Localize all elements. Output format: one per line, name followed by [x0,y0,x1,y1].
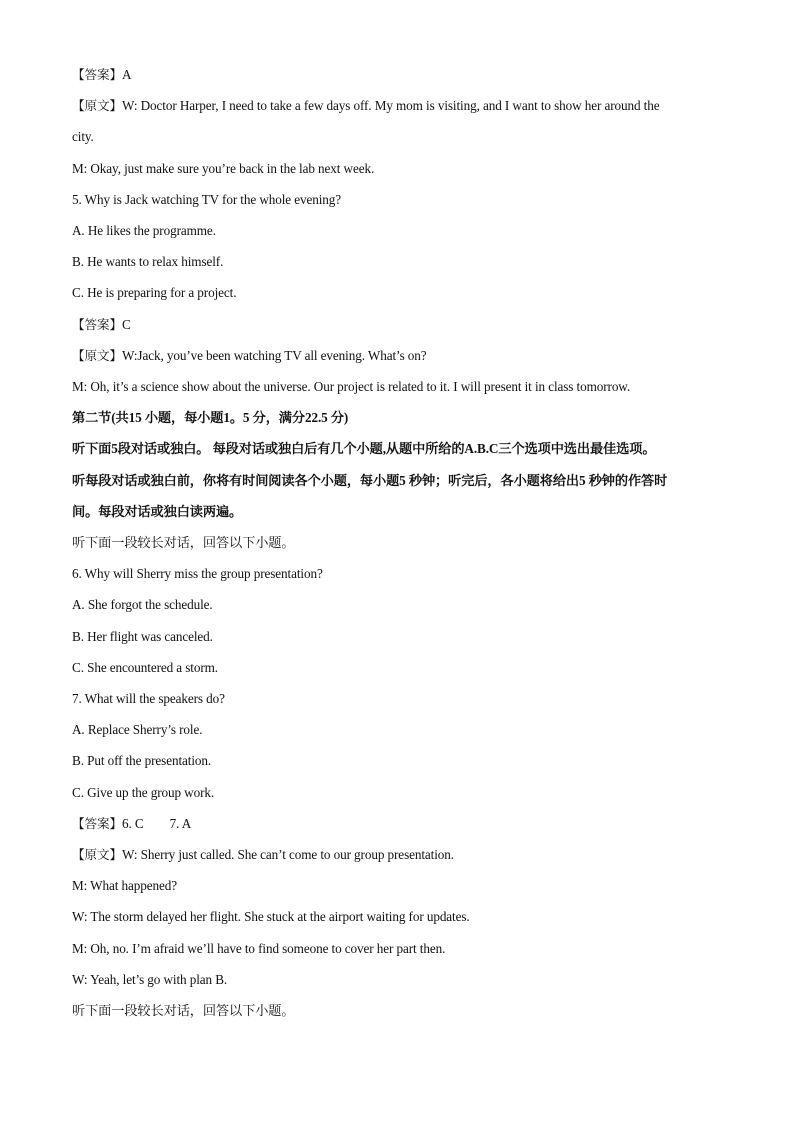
line-text: W: Sherry just called. She can’t come to our group presentation. [121,847,454,862]
text-line [72,473,732,489]
text-line [72,660,732,676]
line-text: M: Okay, just make sure you’re back in the lab next week. [72,161,375,176]
text-line [72,566,732,582]
line-text: M: Oh, it’s a science show about the universe. Our project is related to it. I will present it in class tomorrow. [72,379,631,394]
line-text: B. He wants to relax himself. [72,254,224,269]
text-line [72,161,732,177]
section-tag: 【原文】 [72,348,122,363]
line-text: 5. Why is Jack watching TV for the whole evening? [72,192,342,207]
text-line [72,785,732,801]
text-line [72,972,732,988]
line-text: A. She forgot the schedule. [72,597,213,612]
text-line [72,223,732,239]
text-line [72,379,732,395]
text-line [72,722,732,738]
section-tag: 【答案】 [72,317,122,332]
text-line [72,410,732,426]
line-text: A. Replace Sherry’s role. [72,722,203,737]
line-text: M: Oh, no. I’m afraid we’ll have to find someone to cover her part then. [72,941,446,956]
line-text: B. Her flight was canceled. [72,629,213,644]
line-text: 7. What will the speakers do? [72,691,225,706]
line-text: 听下面5段对话或独白。 每段对话或独白后有几个小题,从题中所给的A.B.C三个选项中选出最佳选项。 [72,441,656,456]
line-text: W:Jack, you’ve been watching TV all evening. What’s on? [121,348,427,363]
line-text: 听每段对话或独白前，你将有时间阅读各个小题，每小题5 秒钟；听完后，各小题将给出5 秒钟的作答时 [72,473,668,488]
answer-line [72,816,732,832]
line-text: C. Give up the group work. [72,785,215,800]
section-tag: 【答案】 [72,816,122,831]
line-text: M: What happened? [72,878,177,893]
section-tag: 【原文】 [72,847,122,862]
text-line [72,192,732,208]
line-text: 6. C [121,816,144,831]
answer-line [72,317,732,333]
line-text: W: Yeah, let’s go with plan B. [72,972,228,987]
line-text: C. He is preparing for a project. [72,285,237,300]
line-text: city. [72,129,94,144]
line-text: A. He likes the programme. [72,223,216,238]
line-text: 听下面一段较长对话，回答以下小题。 [72,1003,295,1018]
line-text: W: Doctor Harper, I need to take a few days off. My mom is visiting, and I want to show her around the [121,98,660,113]
text-line [72,629,732,645]
line-text: 第二节(共15 小题，每小题1。5 分，满分22.5 分) [72,410,349,425]
text-line [72,941,732,957]
text-line [72,909,732,925]
text-line [72,691,732,707]
line-text: 6. Why will Sherry miss the group presentation? [72,566,323,581]
text-line [72,441,732,457]
section-tag: 【原文】 [72,98,122,113]
text-line [72,753,732,769]
line-text: C [121,317,131,332]
section-tag: 【答案】 [72,67,122,82]
text-line [72,1003,732,1019]
line-text: C. She encountered a storm. [72,660,218,675]
text-line [72,597,732,613]
line-text: A [121,67,132,82]
text-line [72,535,732,551]
text-line [72,504,732,520]
transcript-line [72,98,732,114]
line-text-2: 7. A [169,816,192,831]
line-text: B. Put off the presentation. [72,753,212,768]
transcript-line [72,348,732,364]
transcript-line [72,847,732,863]
text-line [72,878,732,894]
answer-line [72,67,732,83]
line-text: W: The storm delayed her flight. She stuck at the airport waiting for updates. [72,909,470,924]
text-line [72,129,732,145]
line-text: 听下面一段较长对话，回答以下小题。 [72,535,295,550]
line-text: 间。每段对话或独白读两遍。 [72,504,243,519]
text-line [72,254,732,270]
text-line [72,285,732,301]
